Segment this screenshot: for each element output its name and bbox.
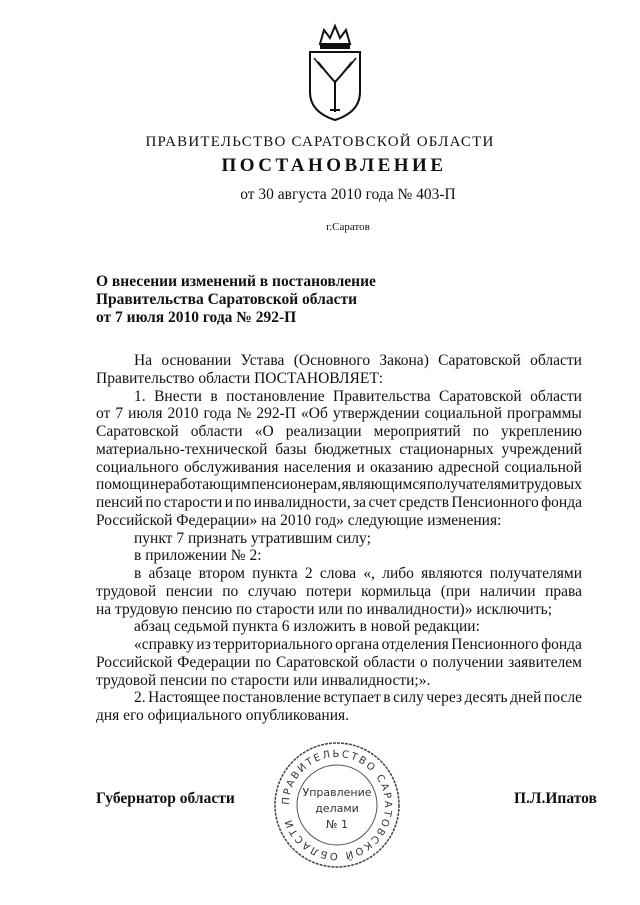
subject-line: от 7 июля 2010 года № 292-П	[96, 309, 297, 326]
government-name: ПРАВИТЕЛЬСТВО САРАТОВСКОЙ ОБЛАСТИ	[145, 134, 495, 150]
body-line: дня его официального опубликования.	[96, 707, 350, 724]
document-type: ПОСТАНОВЛЕНИЕ	[221, 155, 447, 176]
subject-heading	[96, 273, 376, 327]
signatory-name: П.Л.Ипатов	[514, 790, 597, 807]
body-line: Российской Федерации по Саратовской области о получении заявителем	[96, 653, 582, 671]
official-stamp	[272, 740, 402, 870]
coat-of-arms-icon	[300, 22, 370, 122]
body-line: трудовой пенсии по случаю потери кормильца (при наличии права	[96, 582, 582, 600]
body-line: абзац седьмой пункта 6 изложить в новой редакции:	[134, 618, 480, 636]
body-line: пенсий по старости и по инвалидности, за счет средств Пенсионного фонда	[96, 494, 582, 511]
body-line: «справку из территориального органа отделения Пенсионного фонда	[134, 636, 582, 653]
body-line: на трудовую пенсию по старости или по инвалидности)» исключить;	[96, 600, 553, 618]
subject-line: О внесении изменений в постановление	[96, 273, 376, 290]
body-line: На основании Устава (Основного Закона) Саратовской области	[134, 352, 582, 369]
stamp-center-line: делами	[315, 802, 359, 815]
body-line: трудовой пенсии по старости или инвалидности;».	[96, 671, 431, 689]
stamp-center-line: Управление	[302, 786, 372, 799]
body-line: помощи неработающим пенсионерам, являющимся получателями трудовых	[96, 476, 582, 494]
body-line: 2. Настоящее постановление вступает в силу через десять дней после	[134, 689, 582, 707]
signatory-position: Губернатор области	[96, 790, 235, 807]
stamp-center-line: № 1	[326, 818, 348, 831]
date-number: от 30 августа 2010 года № 403-П	[240, 186, 456, 203]
body-line: 1. Внести в постановление Правительства Саратовской области	[134, 387, 582, 405]
document-body	[96, 352, 582, 725]
body-line: в приложении № 2:	[134, 547, 262, 565]
stamp-ring-text: ПРАВИТЕЛЬСТВО САРАТОВСКОЙ ОБЛАСТИ	[280, 748, 394, 862]
body-line: в абзаце втором пункта 2 слова «, либо являются получателями	[134, 565, 582, 582]
subject-line: Правительства Саратовской области	[96, 291, 357, 308]
city: г.Саратов	[326, 221, 370, 233]
body-line: материально-технической базы бюджетных стационарных учреждений	[96, 440, 582, 458]
body-line: Саратовской области «О реализации мероприятий по укреплению	[96, 423, 582, 440]
body-line: пункт 7 признать утратившим силу;	[134, 529, 371, 547]
body-line: от 7 июля 2010 года № 292-П «Об утверждении социальной программы	[96, 405, 582, 423]
body-line: социального обслуживания населения и оказанию адресной социальной	[96, 458, 582, 476]
body-line: Правительство области ПОСТАНОВЛЯЕТ:	[96, 369, 384, 387]
body-line: Российской Федерации» на 2010 год» следующие изменения:	[96, 511, 502, 529]
